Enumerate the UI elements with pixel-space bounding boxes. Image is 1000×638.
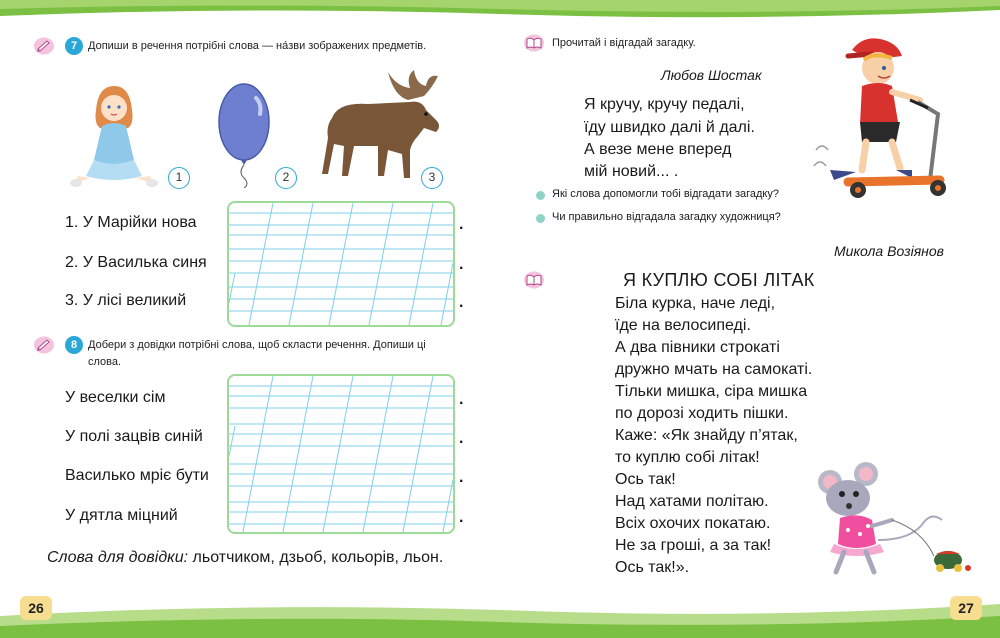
hint-words (47, 546, 467, 569)
task-8-sentence-4: У дятла міцний (65, 507, 178, 524)
task-8-end-3: . (459, 469, 464, 486)
poem-line-8: то куплю собі літак! (615, 449, 760, 466)
task-8-sentence-1: У веселки сім (65, 389, 166, 406)
poem-line-2: їде на велосипеді. (615, 317, 751, 334)
bottom-decorative-band (0, 596, 1000, 638)
task-8-writing-area[interactable] (227, 374, 455, 534)
read-book-icon (524, 271, 544, 289)
task-8-end-2: . (459, 430, 464, 447)
riddle-line-4: мій новий... . (584, 163, 679, 180)
poem-line-11: Всіх охочих покатаю. (615, 515, 771, 532)
riddle-question-1: Які слова допомогли тобі відгадати загадку? (552, 188, 779, 200)
hint-word-list: льотчиком, дзьоб, кольорів, льон. (192, 549, 444, 566)
poem-line-7: Каже: «Як знайду п’ятак, (615, 427, 798, 444)
task-8-end-4: . (459, 509, 464, 526)
page-number-right: 27 (950, 596, 982, 620)
task-7-sentence-1: 1. У Марійки нова (65, 214, 197, 231)
task-7-writing-area[interactable] (227, 201, 455, 327)
riddle-line-3: А везе мене вперед (584, 141, 732, 158)
task-7-end-3: . (459, 294, 464, 311)
doll-picture (68, 80, 158, 190)
picture-1-number: 1 (168, 167, 190, 189)
hint-label: Слова для довідки: (47, 549, 189, 566)
moose-picture (318, 66, 456, 184)
balloon-picture (216, 80, 272, 188)
read-book-icon (524, 34, 544, 52)
task-7-instruction: Допиши в речення потрібні слова — на́зви зображених предметів. (88, 40, 427, 52)
poem-line-10: Над хатами політаю. (615, 493, 769, 510)
mouse-picture (812, 460, 980, 578)
task-8-end-1: . (459, 391, 464, 408)
poem-line-6: по дорозі ходить пішки. (615, 405, 789, 422)
poem-line-5: Тільки мишка, сіра мишка (615, 383, 808, 400)
task-7-sentence-2: 2. У Василька синя (65, 254, 207, 271)
task-7-end-1: . (459, 216, 464, 233)
poem-line-13: Ось так!». (615, 559, 690, 576)
riddle-instruction: Прочитай і відгадай загадку. (552, 37, 696, 49)
poem-line-3: А два півники строкаті (615, 339, 780, 356)
task-7-end-2: . (459, 256, 464, 273)
task-7-badge: 7 (65, 37, 83, 55)
poem-line-1: Біла курка, наче леді, (615, 295, 776, 312)
poem-title: Я КУПЛЮ СОБІ ЛІТАК (623, 270, 815, 290)
task-7-sentence-3: 3. У лісі великий (65, 292, 187, 309)
write-task-icon (34, 37, 54, 55)
task-8-sentence-2: У полі зацвів синій (65, 428, 203, 445)
boy-on-scooter-picture (812, 30, 972, 202)
task-8-instruction-line-2: слова. (88, 356, 122, 368)
riddle-author: Любов Шостак (661, 67, 762, 83)
poem-line-12: Не за гроші, а за так! (615, 537, 772, 554)
picture-2-number: 2 (275, 167, 297, 189)
riddle-line-1: Я кручу, кручу педалі, (584, 96, 745, 113)
task-8-instruction-line-1: Добери з довідки потрібні слова, щоб скласти речення. Допиши ці (88, 339, 426, 351)
task-8-sentence-3: Василько мріє бути (65, 467, 209, 484)
page-number-left: 26 (20, 596, 52, 620)
picture-3-number: 3 (421, 167, 443, 189)
task-8-badge: 8 (65, 336, 83, 354)
poem-line-4: дружно мчать на самокаті. (615, 361, 813, 378)
poem-author: Микола Возіянов (834, 243, 944, 259)
top-decorative-band (0, 0, 1000, 24)
poem-line-9: Ось так! (615, 471, 676, 488)
write-task-icon (34, 336, 54, 354)
question-bullet (536, 214, 545, 223)
question-bullet (536, 191, 545, 200)
riddle-line-2: їду швидко далі й далі. (584, 119, 755, 136)
riddle-question-2: Чи правильно відгадала загадку художниця? (552, 211, 781, 223)
